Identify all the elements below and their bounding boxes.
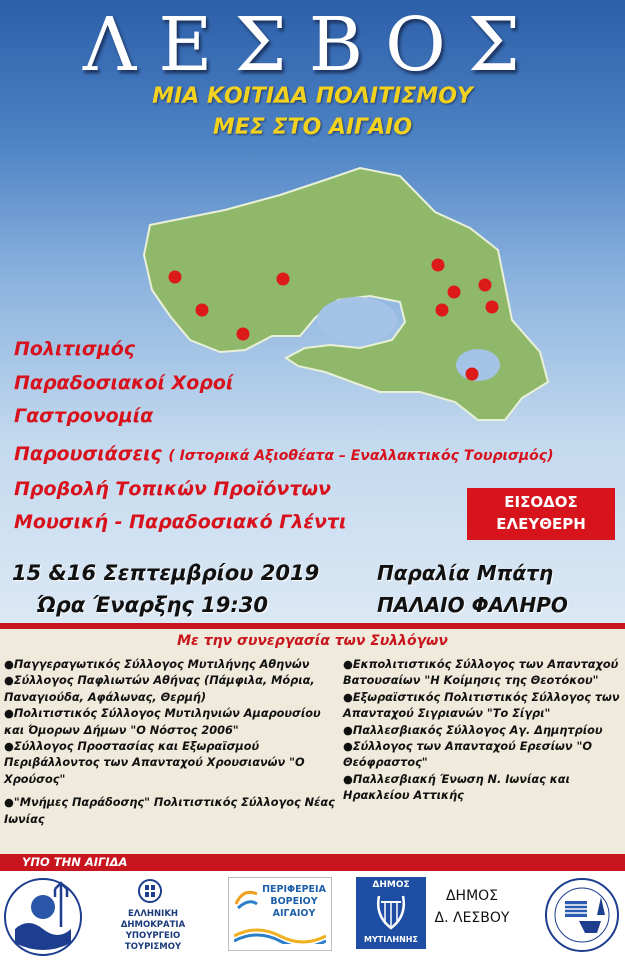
topic-presentations: Παρουσιάσεις xyxy=(14,443,162,465)
lyre-icon xyxy=(373,892,409,932)
village-marker xyxy=(479,279,492,292)
club-item: ●Παλλεσβιακός Σύλλογος Αγ. Δημητρίου xyxy=(343,723,603,737)
club-item: ●Εκπολιτιστικός Σύλλογος των Απανταχού Βατουσαίων "Η Κοίμησις της Θεοτόκου" xyxy=(343,658,619,688)
mytilene-top-label: ΔΗΜΟΣ xyxy=(372,880,410,890)
ministry-line2: ΥΠΟΥΡΓΕΙΟ ΤΟΥΡΙΣΜΟΥ xyxy=(124,931,182,952)
village-marker xyxy=(196,304,209,317)
sponsor-logos xyxy=(0,871,625,960)
west-lesvos-line1: ΔΗΜΟΣ xyxy=(445,888,499,904)
region-line3: ΑΙΓΑΙΟΥ xyxy=(272,908,316,919)
ministry-line1: ΕΛΛΗΝΙΚΗ ΔΗΜΟΚΡΑΤΙΑ xyxy=(120,909,186,930)
entry-line2: ΕΛΕΥΘΕΡΗ xyxy=(496,515,586,533)
club-item: ●Εξωραϊστικός Πολιτιστικός Σύλλογος των Απανταχού Σιγριανών "Το Σίγρι" xyxy=(343,690,620,721)
topic-products: Προβολή Τοπικών Προϊόντων xyxy=(14,478,331,500)
clubs-heading: Με την συνεργασία των Συλλόγων xyxy=(177,633,448,649)
west-lesvos-line2: Δ. ΛΕΣΒΟΥ xyxy=(434,910,510,926)
clubs-right-column xyxy=(343,657,623,805)
event-start-time: Ώρα Έναρξης 19:30 xyxy=(37,593,269,617)
poster-subtitle-line2: ΜΕΣ ΣΤΟ ΑΙΓΑΙΟ xyxy=(212,115,413,140)
village-marker xyxy=(448,286,461,299)
topic-gastronomy: Γαστρονομία xyxy=(14,405,154,427)
topic-music: Μουσική - Παραδοσιακό Γλέντι xyxy=(14,511,347,533)
village-marker xyxy=(486,301,499,314)
auspices-bar xyxy=(0,854,625,871)
mytilene-bottom-label: ΜΥΤΙΛΗΝΗΣ xyxy=(364,935,418,944)
topic-presentations-note: ( Ιστορικά Αξιοθέατα – Εναλλακτικός Τουρισμός) xyxy=(168,448,554,464)
region-label xyxy=(259,884,329,920)
village-marker xyxy=(436,304,449,317)
club-item: ●Πολιτιστικός Σύλλογος Μυτιληνιών Αμαρουσίου και Όμορων Δήμων "Ο Νόστος 2006" xyxy=(4,707,321,737)
club-item: ●Παλλεσβιακή Ένωση Ν. Ιωνίας και Ηρακλείου Αττικής xyxy=(343,772,570,803)
mytilene-logo xyxy=(356,877,426,949)
region-line1: ΠΕΡΙΦΕΡΕΙΑ xyxy=(262,884,326,895)
club-item: ●"Μνήμες Παράδοσης" Πολιτιστικός Σύλλογος Νέας Ιωνίας xyxy=(4,796,335,826)
auspices-label: ΥΠΟ ΤΗΝ ΑΙΓΙΔΑ xyxy=(22,855,128,869)
entry-line1: ΕΙΣΟΔΟΣ xyxy=(504,493,578,511)
club-item: ●Σύλλογος Προστασίας και Εξωραϊσμού Περιβάλλοντος των Απανταχού Χρουσιανών "Ο Χρούσος" xyxy=(4,740,305,786)
poseidon-logo xyxy=(3,877,83,957)
village-marker xyxy=(237,328,250,341)
chamber-of-lesvos-logo xyxy=(541,875,623,955)
village-marker xyxy=(466,368,479,381)
region-line2: ΒΟΡΕΙΟΥ xyxy=(270,896,318,907)
region-logo xyxy=(228,877,332,951)
poster-title: ΛΕΣΒΟΣ xyxy=(82,2,543,88)
topic-presentations-row xyxy=(14,443,553,465)
topic-dances: Παραδοσιακοί Χοροί xyxy=(14,372,234,394)
club-item: ●Σύλλογος Παφλιωτών Αθήνας (Πάμφιλα, Μόρια, Παναγιούδα, Αφάλωνας, Θερμή) xyxy=(4,674,315,704)
ministry-label xyxy=(98,909,208,953)
greek-emblem-icon xyxy=(137,878,163,904)
village-marker xyxy=(432,259,445,272)
village-marker xyxy=(277,273,290,286)
free-entry-badge xyxy=(467,488,615,540)
clubs-section xyxy=(0,629,625,854)
village-marker xyxy=(169,271,182,284)
club-item: ●Παγγεραγωτικός Σύλλογος Μυτιλήνης Αθηνών xyxy=(4,658,310,671)
venue-beach: Παραλία Μπάτη xyxy=(377,561,554,585)
topic-culture: Πολιτισμός xyxy=(14,338,136,360)
club-item: ●Σύλλογος των Απανταχού Ερεσίων "Ο Θεόφραστος" xyxy=(343,740,592,770)
west-lesvos-label xyxy=(432,885,512,929)
region-swirl-icon xyxy=(233,886,259,912)
wave-icon xyxy=(234,924,326,944)
venue-area: ΠΑΛΑΙΟ ΦΑΛΗΡΟ xyxy=(377,593,568,617)
event-date: 15 &16 Σεπτεμβρίου 2019 xyxy=(12,561,320,585)
clubs-left-column xyxy=(4,657,342,828)
poster-subtitle-line1: ΜΙΑ ΚΟΙΤΙΔΑ ΠΟΛΙΤΙΣΜΟΥ xyxy=(152,84,473,109)
gulf-kalloni xyxy=(317,297,397,343)
